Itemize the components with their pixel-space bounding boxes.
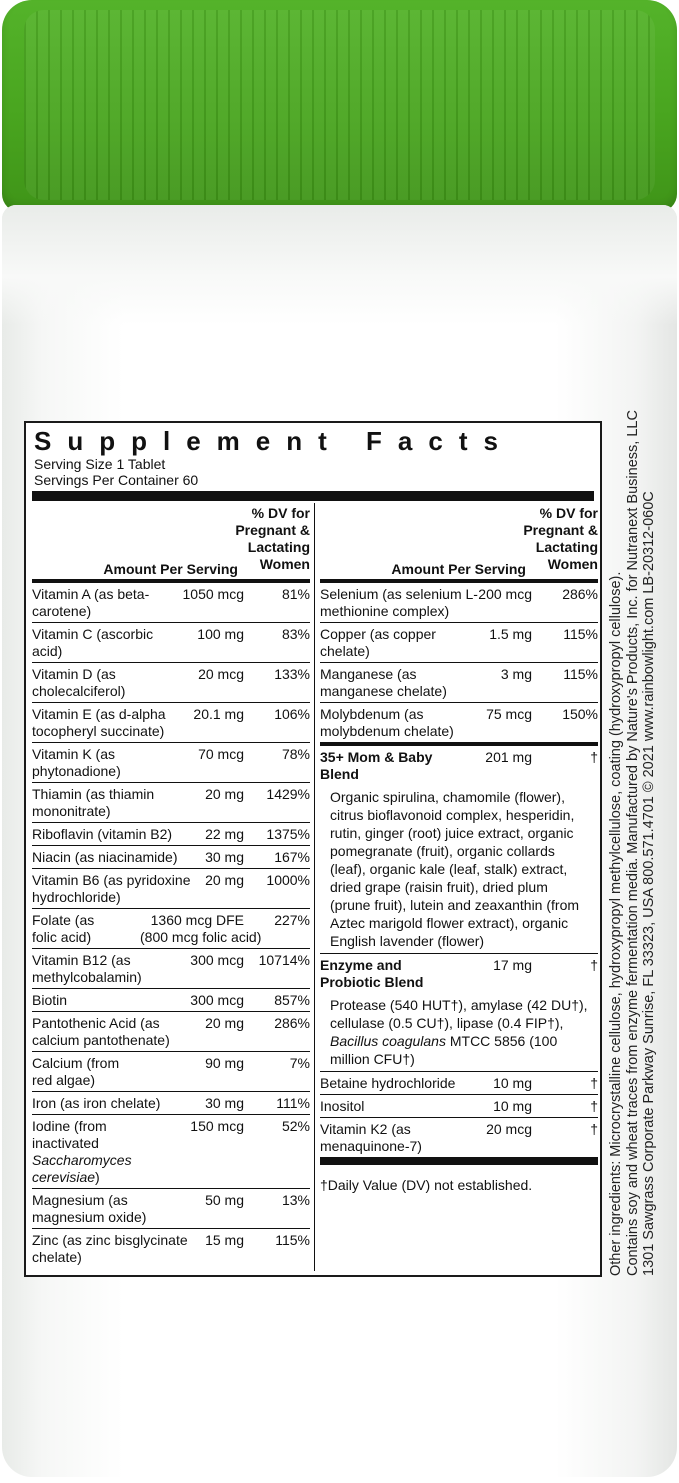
nutrient-row (320, 1072, 598, 1095)
nutrient-name: Vitamin E (as d-alpha tocopheryl succinate) (32, 706, 166, 739)
footnote: †Daily Value (DV) not established. (320, 1177, 533, 1193)
nutrient-amount: 30 mg (205, 1095, 244, 1111)
nutrient-amount: 22 mg (205, 826, 244, 842)
nutrient-amount-sub: (800 mcg folic acid) (140, 929, 262, 945)
nutrient-dv: 52% (281, 1118, 310, 1134)
nutrient-dv: 115% (563, 626, 598, 642)
nutrient-row (32, 1229, 310, 1268)
nutrient-amount: 1360 mcg DFE (150, 912, 244, 928)
nutrient-dv: 7% (289, 1055, 310, 1071)
top-rule (32, 491, 594, 501)
nutrient-amount: 10 mg (493, 1075, 532, 1091)
nutrient-row (32, 1092, 310, 1115)
nutrient-amount: 30 mg (205, 849, 244, 865)
nutrient-amount: 20 mg (205, 1015, 244, 1031)
nutrient-dv: 106% (274, 706, 310, 722)
nutrient-amount: 20 mcg (198, 666, 244, 682)
side-label-text (608, 410, 658, 1276)
nutrient-amount: 70 mcg (198, 746, 244, 762)
nutrient-amount: 1050 mcg (182, 586, 244, 602)
nutrient-name: Manganese (as manganese chelate) (320, 666, 447, 699)
other-ingredients: Other ingredients: Microcrystalline cellulose, hydroxypropyl methylcellulose, coating (hydroxypropyl cellulose). (608, 571, 624, 1276)
bottle-neck-shading (2, 205, 677, 325)
nutrient-row (32, 909, 310, 949)
nutrient-dv: 133% (274, 666, 310, 682)
nutrient-dv: 81% (281, 586, 310, 602)
nutrient-name: Vitamin B6 (as pyridoxine hydrochloride) (32, 872, 191, 905)
nutrient-amount: 20 mcg (486, 1121, 532, 1137)
nutrient-name: Niacin (as niacinamide) (32, 849, 178, 865)
nutrient-name: Selenium (as selenium L-methionine complex) (320, 586, 478, 619)
nutrient-row (32, 583, 310, 623)
nutrient-amount: 1.5 mg (489, 626, 532, 642)
nutrient-dv: 1375% (266, 826, 310, 842)
blend-description: Organic spirulina, chamomile (flower), citrus bioflavonoid complex, hesperidin, rutin, ginger (root) juice extract, organic pomegranate (fruit), organic collards (leaf), organic kale (leaf, stalk) extract, dried grape (raisin fruit), dried plum (prune fruit), lutein and zeaxanthin (from Aztec marigold flower extract), organic English lavender (flower) (320, 785, 598, 954)
nutrient-amount: 20 mg (205, 872, 244, 888)
panel-title: Supplement Facts (34, 426, 514, 456)
nutrient-name: Copper (as copper chelate) (320, 626, 436, 659)
nutrient-row (32, 949, 310, 989)
nutrient-amount: 20.1 mg (193, 706, 244, 722)
column-separator (314, 503, 315, 1271)
nutrient-row (320, 1118, 598, 1165)
nutrient-dv: 1429% (266, 786, 310, 802)
nutrient-amount: 300 mcg (190, 992, 244, 1008)
nutrient-dv: 78% (281, 746, 310, 762)
nutrient-amount: 300 mcg (190, 952, 244, 968)
nutrient-name: Iodine (from inactivated Saccharomyces cerevisiae) (32, 1118, 132, 1185)
nutrient-row (32, 1115, 310, 1189)
nutrient-dv: 227% (274, 912, 310, 928)
nutrient-row (32, 743, 310, 783)
nutrient-dv: 286% (274, 1015, 310, 1031)
nutrient-row (320, 623, 598, 663)
nutrient-row (32, 783, 310, 823)
nutrient-name: Thiamin (as thiamin mononitrate) (32, 786, 155, 819)
blend-row (320, 954, 598, 993)
nutrient-dv: 111% (276, 1095, 310, 1111)
nutrient-dv: 115% (563, 666, 598, 682)
nutrient-row (32, 1052, 310, 1092)
nutrient-row (32, 989, 310, 1012)
nutrient-name: Vitamin B12 (as methylcobalamin) (32, 952, 142, 985)
nutrient-dv: † (590, 1098, 598, 1114)
left-column (32, 505, 310, 1268)
nutrient-name: Biotin (32, 992, 68, 1008)
nutrient-row (32, 1012, 310, 1052)
nutrient-row (320, 583, 598, 623)
amount-header: Amount Per Serving (391, 561, 526, 577)
nutrient-row (320, 663, 598, 703)
right-column (320, 505, 598, 1193)
nutrient-name: Magnesium (as magnesium oxide) (32, 1192, 147, 1225)
nutrient-row (32, 663, 310, 703)
nutrient-name: Calcium (from red algae) (32, 1055, 120, 1088)
blend-description: Protease (540 HUT†), amylase (42 DU†), cellulase (0.5 CU†), lipase (0.4 FIP†), Bacillus coagulans MTCC 5856 (100 million CFU†) (320, 993, 598, 1072)
nutrient-row (32, 703, 310, 743)
cap-ridges (24, 10, 655, 200)
nutrient-name: Iron (as iron chelate) (32, 1095, 161, 1111)
address-line: 1301 Sawgrass Corporate Parkway Sunrise, FL 33323, USA 800.571.4701 © 2021 www.rainbowlight.com LB-20312-060C (641, 491, 657, 1276)
nutrient-name: Vitamin K2 (as menaquinone-7) (320, 1121, 422, 1154)
nutrient-amount: 3 mg (500, 666, 532, 682)
bottle-cap (2, 0, 677, 212)
nutrient-amount: 15 mg (205, 1232, 244, 1248)
amount-header: Amount Per Serving (103, 561, 238, 577)
nutrient-amount: 50 mg (205, 1192, 244, 1208)
nutrient-dv: 13% (281, 1192, 310, 1208)
nutrient-name: Inositol (320, 1098, 365, 1114)
nutrient-dv: 115% (275, 1232, 310, 1248)
nutrient-dv: 83% (281, 626, 310, 642)
serving-size: Serving Size 1 Tablet (34, 456, 166, 472)
nutrient-row (320, 703, 598, 746)
nutrient-dv: 857% (274, 992, 310, 1008)
nutrient-row (32, 1189, 310, 1229)
left-header (32, 505, 310, 583)
nutrient-name: Molybdenum (as molybdenum chelate) (320, 706, 454, 739)
blend-dv: † (590, 957, 598, 973)
allergen-manufacturer: Contains soy and wheat traces from enzyme fermentation media. Manufactured by Nature's Products, Inc. for Nutranext Business, LLC (624, 410, 641, 1276)
nutrient-name: Vitamin K (as phytonadione) (32, 746, 121, 779)
nutrient-dv: 10714% (258, 952, 310, 968)
blend-name: Enzyme and Probiotic Blend (320, 957, 424, 990)
nutrient-row (32, 869, 310, 909)
blend-dv: † (590, 749, 598, 765)
servings-per-container: Servings Per Container 60 (34, 472, 199, 488)
nutrient-dv: 286% (562, 586, 598, 602)
blend-row (320, 746, 598, 785)
nutrient-name: Vitamin A (as beta-carotene) (32, 586, 150, 619)
blend-amount: 201 mg (485, 749, 532, 765)
dv-header: % DV for Pregnant & Lactating Women (235, 505, 310, 572)
supplement-facts-panel (24, 421, 602, 1277)
nutrient-dv: 167% (274, 849, 310, 865)
nutrient-amount: 75 mcg (486, 706, 532, 722)
nutrient-name: Zinc (as zinc bisglycinate chelate) (32, 1232, 188, 1265)
dv-header: % DV for Pregnant & Lactating Women (523, 505, 598, 572)
nutrient-amount: 200 mcg (478, 586, 532, 602)
nutrient-row (32, 623, 310, 663)
nutrient-name: Betaine hydrochloride (320, 1075, 456, 1091)
nutrient-amount: 10 mg (493, 1098, 532, 1114)
nutrient-row (32, 823, 310, 846)
blend-amount: 17 mg (493, 957, 532, 973)
nutrient-row (320, 1095, 598, 1118)
nutrient-amount: 20 mg (205, 786, 244, 802)
nutrient-name: Vitamin D (as cholecalciferol) (32, 666, 126, 699)
nutrient-name: Folate (as folic acid) (32, 912, 95, 945)
nutrient-row (32, 846, 310, 869)
nutrient-dv: 150% (562, 706, 598, 722)
nutrient-amount: 100 mg (197, 626, 244, 642)
nutrient-amount: 90 mg (205, 1055, 244, 1071)
nutrient-dv: † (590, 1121, 598, 1137)
nutrient-name: Riboflavin (vitamin B2) (32, 826, 173, 842)
nutrient-amount: 150 mcg (190, 1118, 244, 1134)
nutrient-dv: † (590, 1075, 598, 1091)
nutrient-dv: 1000% (266, 872, 310, 888)
blend-name: 35+ Mom & Baby Blend (320, 749, 433, 782)
nutrient-name: Pantothenic Acid (as calcium pantothenate) (32, 1015, 170, 1048)
nutrient-name: Vitamin C (ascorbic acid) (32, 626, 154, 659)
right-header (320, 505, 598, 583)
